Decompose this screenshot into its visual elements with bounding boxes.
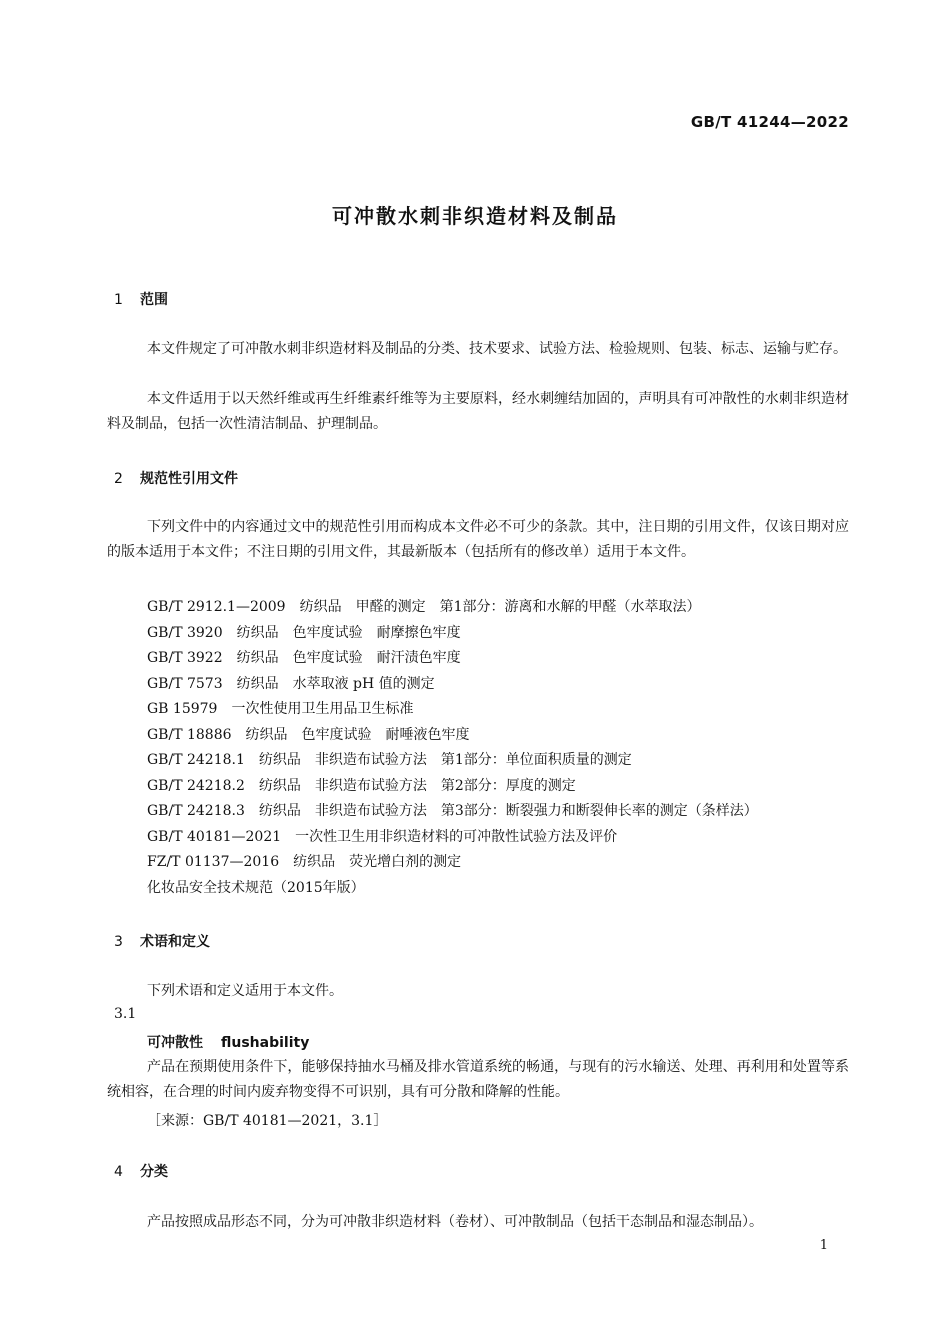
section-number: 3 xyxy=(114,934,123,950)
section-title: 规范性引用文件 xyxy=(140,471,238,487)
reference-item: FZ/T 01137—2016 纺织品 荧光增白剂的测定 xyxy=(147,854,462,870)
section-4-paragraph: 产品按照成品形态不同，分为可冲散非织造材料（卷材）、可冲散制品（包括干态制品和湿态制品）。 xyxy=(147,1214,763,1230)
reference-item: GB/T 24218.1 纺织品 非织造布试验方法 第1部分：单位面积质量的测定 xyxy=(147,752,632,768)
section-3-intro: 下列术语和定义适用于本文件。 xyxy=(147,983,343,999)
reference-item: GB 15979 一次性使用卫生用品卫生标准 xyxy=(147,701,414,717)
term-source: ［来源：GB/T 40181—2021，3.1］ xyxy=(147,1113,388,1129)
standard-code: GB/T 41244—2022 xyxy=(690,113,849,131)
term-english: flushability xyxy=(221,1035,310,1051)
section-2-heading xyxy=(114,468,238,488)
document-title: 可冲散水刺非织造材料及制品 xyxy=(332,204,618,228)
term-chinese: 可冲散性 xyxy=(147,1035,203,1051)
reference-item: GB/T 3922 纺织品 色牢度试验 耐汗渍色牢度 xyxy=(147,650,461,666)
term-definition: 产品在预期使用条件下，能够保持抽水马桶及排水管道系统的畅通，与现有的污水输送、处理、再利用和处置等系统相容，在合理的时间内废弃物变得不可识别，具有可分散和降解的性能。 xyxy=(107,1059,849,1100)
section-title: 范围 xyxy=(140,292,168,308)
section-1-paragraph-1: 本文件规定了可冲散水刺非织造材料及制品的分类、技术要求、试验方法、检验规则、包装、标志、运输与贮存。 xyxy=(147,341,847,357)
section-title: 分类 xyxy=(140,1164,168,1180)
section-title: 术语和定义 xyxy=(140,934,210,950)
reference-item: 化妆品安全技术规范（2015年版） xyxy=(147,880,365,896)
term-heading xyxy=(147,1032,309,1052)
section-3-heading xyxy=(114,931,210,951)
section-1-paragraph-2: 本文件适用于以天然纤维或再生纤维素纤维等为主要原料，经水刺缠结加固的，声明具有可冲散性的水刺非织造材料及制品，包括一次性清洁制品、护理制品。 xyxy=(107,391,849,432)
reference-item: GB/T 40181—2021 一次性卫生用非织造材料的可冲散性试验方法及评价 xyxy=(147,829,618,845)
section-1-heading xyxy=(114,289,168,309)
section-4-heading xyxy=(114,1161,168,1181)
reference-item: GB/T 24218.2 纺织品 非织造布试验方法 第2部分：厚度的测定 xyxy=(147,778,576,794)
reference-item: GB/T 3920 纺织品 色牢度试验 耐摩擦色牢度 xyxy=(147,625,461,641)
page-number: 1 xyxy=(819,1238,828,1253)
section-number: 4 xyxy=(114,1164,123,1180)
section-number: 2 xyxy=(114,471,123,487)
section-2-intro: 下列文件中的内容通过文中的规范性引用而构成本文件必不可少的条款。其中，注日期的引用文件，仅该日期对应的版本适用于本文件；不注日期的引用文件，其最新版本（包括所有的修改单）适用于本文件。 xyxy=(107,519,849,560)
term-number: 3.1 xyxy=(114,1006,137,1022)
section-number: 1 xyxy=(114,292,123,308)
reference-item: GB/T 2912.1—2009 纺织品 甲醛的测定 第1部分：游离和水解的甲醛（水萃取法） xyxy=(147,599,701,615)
reference-item: GB/T 24218.3 纺织品 非织造布试验方法 第3部分：断裂强力和断裂伸长率的测定（条样法） xyxy=(147,803,758,819)
reference-item: GB/T 18886 纺织品 色牢度试验 耐唾液色牢度 xyxy=(147,727,470,743)
reference-item: GB/T 7573 纺织品 水萃取液 pH 值的测定 xyxy=(147,676,435,692)
